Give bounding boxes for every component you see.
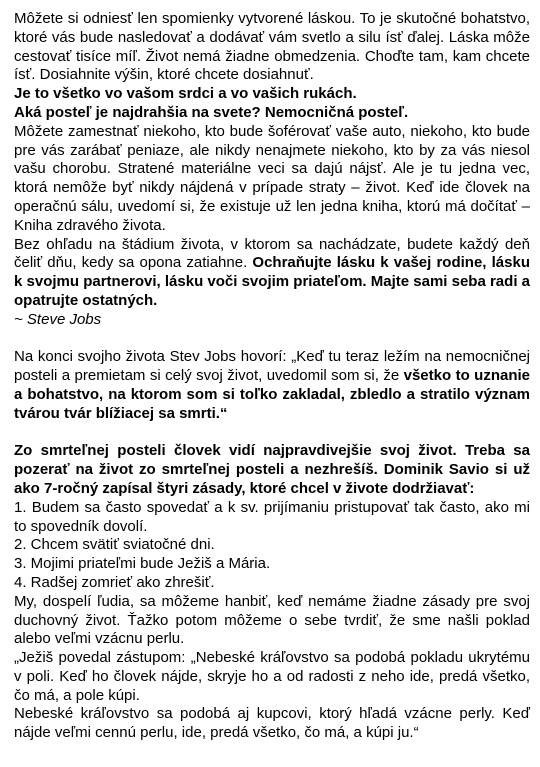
document-page	[14, 10, 530, 743]
bold-statement: Je to všetko vo vašom srdci a vo vašich rukách.	[14, 85, 357, 103]
scripture-quote: „Ježiš povedal zástupom: „Nebeské kráľovstvo sa podobá pokladu ukrytému v poli. Keď ho človek nájde, skryje ho a od radosti z neho ide, predá všetko, čo má, a pole kúpi.	[14, 649, 530, 704]
paragraph-memories	[14, 10, 530, 123]
blank-line	[14, 424, 530, 443]
rule-item: 3. Mojimi priateľmi bude Ježiš a Mária.	[14, 555, 271, 573]
blank-line	[14, 330, 530, 349]
attribution: ~ Steve Jobs	[14, 310, 102, 328]
paragraph-plain-text: Bez ohľadu na štádium života, v ktorom sa nachádzate, budete každý deň čeliť dňu, kedy sa opona zatiahne.	[14, 235, 530, 272]
paragraph-bold-text: Ochraňujte lásku k vašej rodine, lásku k svojmu partnerovi, lásku voči svojim priateľom. Majte sami seba radi a opatrujte ostatných.	[14, 254, 530, 309]
paragraph-text: Môžete zamestnať niekoho, kto bude šoférovať vaše auto, niekoho, kto bude pre vás zarábať peniaze, ale nikdy nenajmete niekoho, kto by za vás niesol vašu chorobu. Stratené materiálne veci sa dajú nájsť. Ale je tu jedna vec, ktorá nemôže byť nikdy nájdená v prípade straty – život. Keď ide človek na operačnú sálu, uvedomí si, že existuje už len jedna kniha, ktorú má dočítať – Kniha zdravého života.	[14, 122, 530, 234]
paragraph-curtain	[14, 236, 530, 330]
rule-item: 2. Chcem svätiť sviatočné dni.	[14, 536, 215, 554]
paragraph-bold-text: všetko to uznanie a bohatstvo, na ktorom som si toľko zakladal, zbledlo a stratilo význam tvárou tvár blížiacej sa smrti.	[14, 367, 530, 422]
paragraph-jobs-quote	[14, 348, 530, 423]
scripture-quote: Nebeské kráľovstvo sa podobá aj kupcovi, ktorý hľadá vzácne perly. Keď nájde veľmi cennú perlu, ide, predá všetko, čo má, a kúpi ju.“	[14, 705, 530, 742]
paragraph-text: Môžete si odniesť len spomienky vytvorené láskou. To je skutočné bohatstvo, ktoré vás bude nasledovať a dodávať vám svetlo a silu ísť ďalej. Láska môže cestovať tisíce míľ. Život nemá žiadne obmedzenia. Choďte tam, kam chcete ísť. Dosiahnite výšin, ktoré chcete dosiahnuť.	[14, 10, 530, 84]
rule-item: 4. Radšej zomrieť ako zhrešiť.	[14, 573, 215, 591]
paragraph-text	[14, 236, 530, 311]
paragraph-text: My, dospelí ľudia, sa môžeme hanbiť, keď nemáme žiadne zásady pre svoj duchovný život. Ťažko potom môžeme o sebe tvrdiť, že sme našli poklad alebo veľmi vzácnu perlu.	[14, 592, 530, 648]
paragraph-plain-text: Na konci svojho života Stev Jobs hovorí: „Keď tu teraz ležím na nemocničnej posteli a premietam si celý svoj život, uvedomil som si, že	[14, 348, 530, 385]
bold-question: Aká posteľ je najdrahšia na svete? Nemocničná posteľ.	[14, 103, 409, 121]
paragraph-bold-text: Zo smrteľnej posteli človek vidí najpravdivejšie svoj život. Treba sa pozerať na život zo smrteľnej posteli a nezhrešíš. Dominik Savio si už ako 7-ročný zapísal štyri zásady, ktoré chcel v živote dodržiavať:	[14, 442, 530, 497]
rule-item: 1. Budem sa často spovedať a k sv. prijímaniu pristupovať tak často, ako mi to spovedník dovolí.	[14, 498, 530, 535]
paragraph-text	[14, 348, 530, 423]
paragraph-savio	[14, 442, 530, 743]
paragraph-hospital	[14, 123, 530, 236]
closing-quote-mark: “	[219, 404, 228, 422]
